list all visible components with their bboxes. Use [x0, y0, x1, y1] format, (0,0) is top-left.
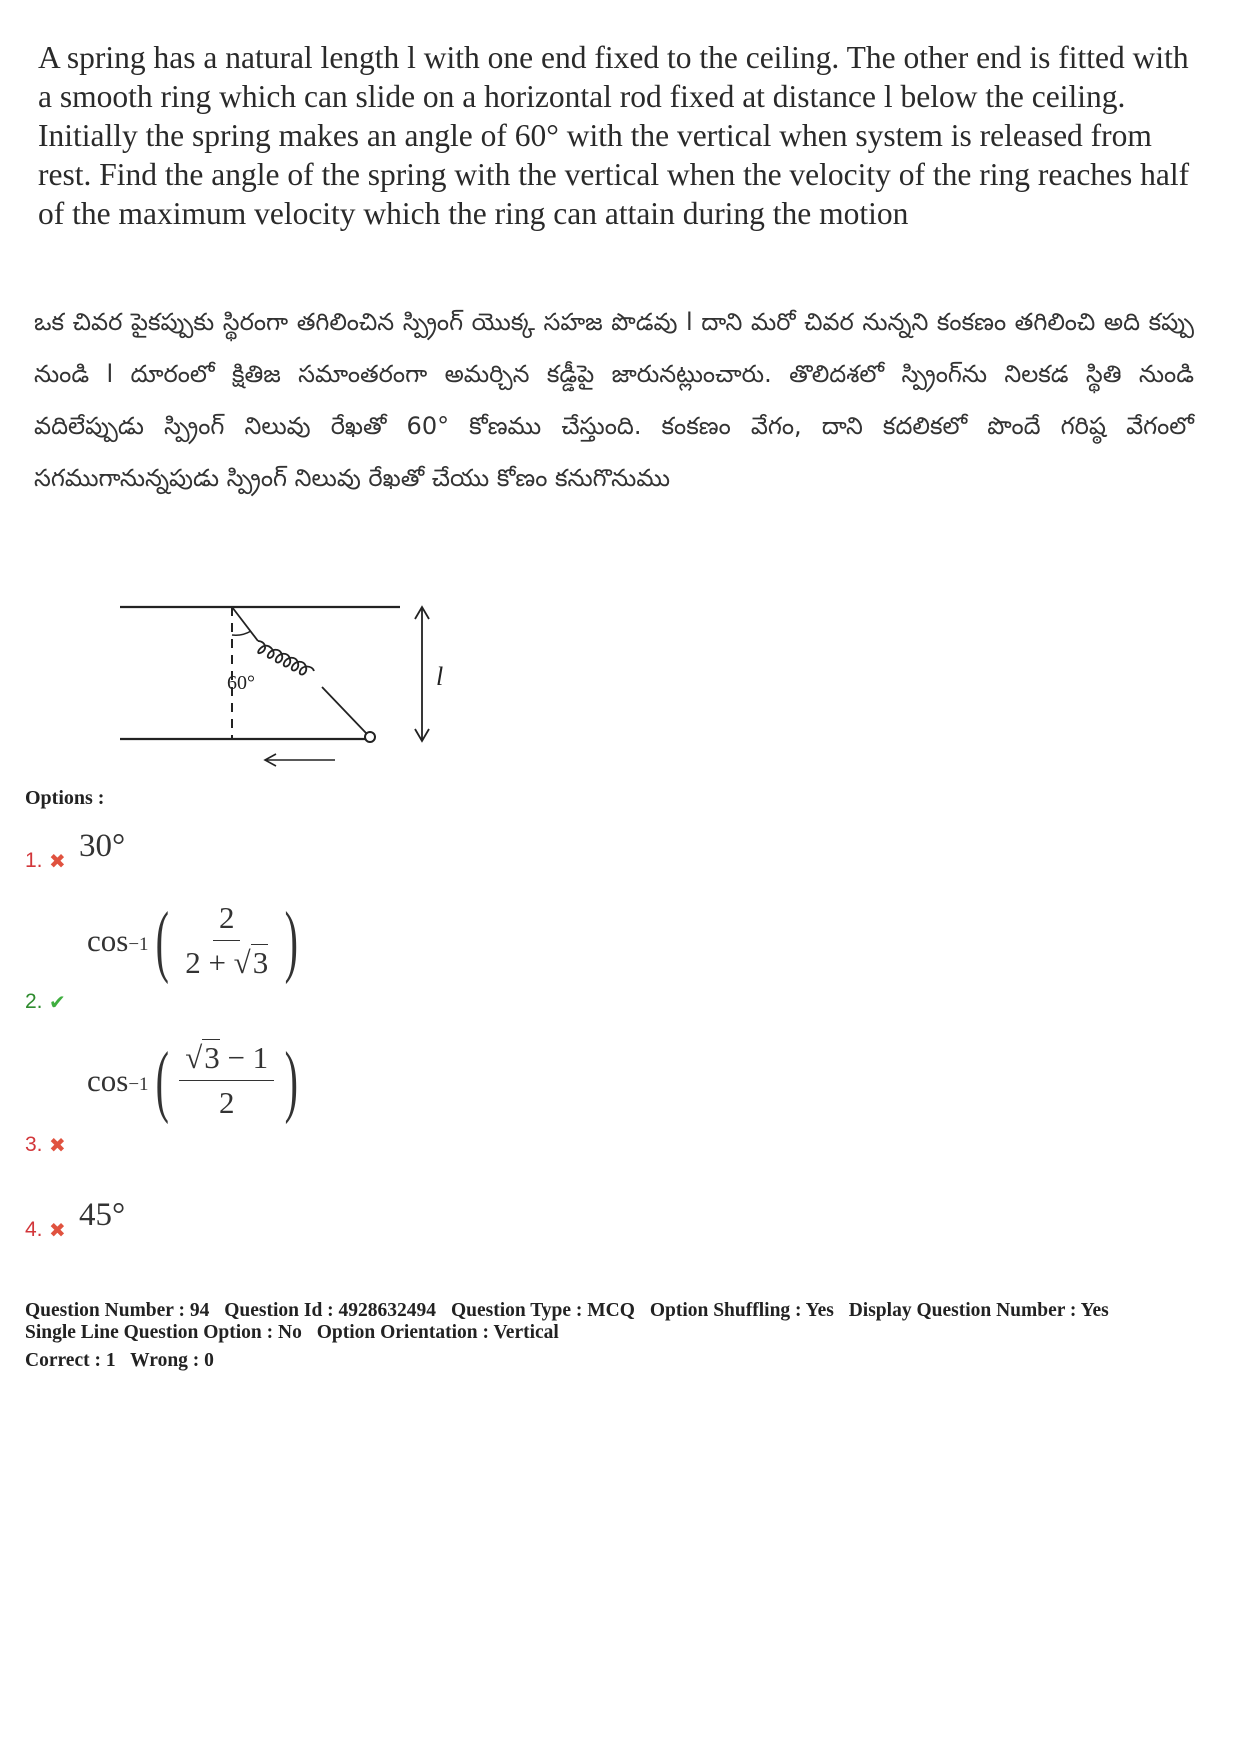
length-label: l: [436, 662, 444, 691]
math-exp: −1: [128, 934, 149, 955]
fraction-denominator: 2: [218, 1085, 235, 1120]
meta-question-number: Question Number : 94: [25, 1300, 210, 1321]
meta-orientation: Option Orientation : Vertical: [316, 1322, 559, 1343]
fraction-numerator: √3 − 1: [179, 1040, 274, 1081]
option-number: 3.: [25, 1133, 43, 1156]
option-3: [25, 1036, 305, 1157]
question-metadata: [25, 1300, 1109, 1372]
sqrt-radicand: 3: [252, 945, 269, 980]
math-func: cos: [87, 1062, 129, 1098]
fraction-numerator: 2: [213, 900, 241, 941]
option-number: 4.: [25, 1218, 43, 1241]
question-text-english: A spring has a natural length l with one end fixed to the ceiling. The other end is fitted with a smooth ring which can slide on a horizontal rod fixed at distance l below the ceiling. Initially the spring makes an angle of 60° with the vertical when system is released from rest. Find the angle of the spring with the vertical when the velocity of the ring reaches half of the maximum velocity which the ring can attain during the motion: [38, 40, 1190, 231]
ring: [365, 732, 375, 742]
options-label: Options :: [25, 787, 105, 809]
fraction: [179, 900, 274, 981]
wrong-icon: ✖: [49, 849, 66, 873]
wrong-icon: ✖: [49, 1218, 66, 1242]
option-math: cos −1 ( $\frac{2}{2 + √3}$ ): [87, 896, 299, 985]
option-text: 45°: [79, 1197, 126, 1233]
meta-single-line: Single Line Question Option : No: [25, 1322, 302, 1343]
spring-diagram: [110, 595, 450, 785]
question-text-telugu: ఒక చివర పైకప్పుకు స్థిరంగా తగిలించిన స్ప్రింగ్ యొక్క సహజ పొడవు l దాని మరో చివర నున్నని కంకణం తగిలించి అది కప్పు నుండి l దూరంలో క్షితిజ సమాంతరంగా అమర్చిన కడ్డీపై జారునట్లుంచారు. తొలిదశలో స్ప్రింగ్‌ను నిలకడ స్థితి నుండి వదిలేప్పుడు స్ప్రింగ్ నిలువు రేఖతో 60° కోణము చేస్తుంది. కంకణం వేగం, దాని కదలికలో పొందే గరిష్ఠ వేగంలో సగముగానున్నపుడు స్ప్రింగ్ నిలువు రేఖతో చేయు కోణం కనుగొనుము: [34, 308, 1194, 492]
math-func: cos: [87, 922, 129, 958]
meta-option-shuffling: Option Shuffling : Yes: [649, 1300, 834, 1321]
correct-icon: ✔: [49, 990, 66, 1014]
wrong-icon: ✖: [49, 1133, 66, 1157]
fraction: [179, 1040, 274, 1121]
math-exp: −1: [128, 1074, 149, 1095]
meta-question-id: Question Id : 4928632494: [224, 1300, 437, 1321]
option-text: 30°: [79, 828, 126, 864]
option-4: [25, 1197, 125, 1242]
angle-arc: [232, 631, 251, 635]
sqrt-radicand: 3: [204, 1040, 220, 1075]
meta-display-question-number: Display Question Number : Yes: [848, 1300, 1109, 1321]
spring-coil: [258, 641, 314, 674]
angle-label: 60°: [227, 672, 255, 694]
option-1: [25, 828, 125, 873]
option-number: 2.: [25, 990, 43, 1013]
option-number: 1.: [25, 849, 43, 872]
meta-question-type: Question Type : MCQ: [450, 1300, 635, 1321]
fraction-denominator: 2 + √3: [185, 945, 269, 980]
option-2: [25, 896, 305, 1014]
meta-wrong: Wrong : 0: [130, 1350, 214, 1371]
meta-correct: Correct : 1: [25, 1350, 116, 1371]
option-math: cos −1 ( $\frac{√3 - 1}{2}$ ): [87, 1036, 299, 1125]
